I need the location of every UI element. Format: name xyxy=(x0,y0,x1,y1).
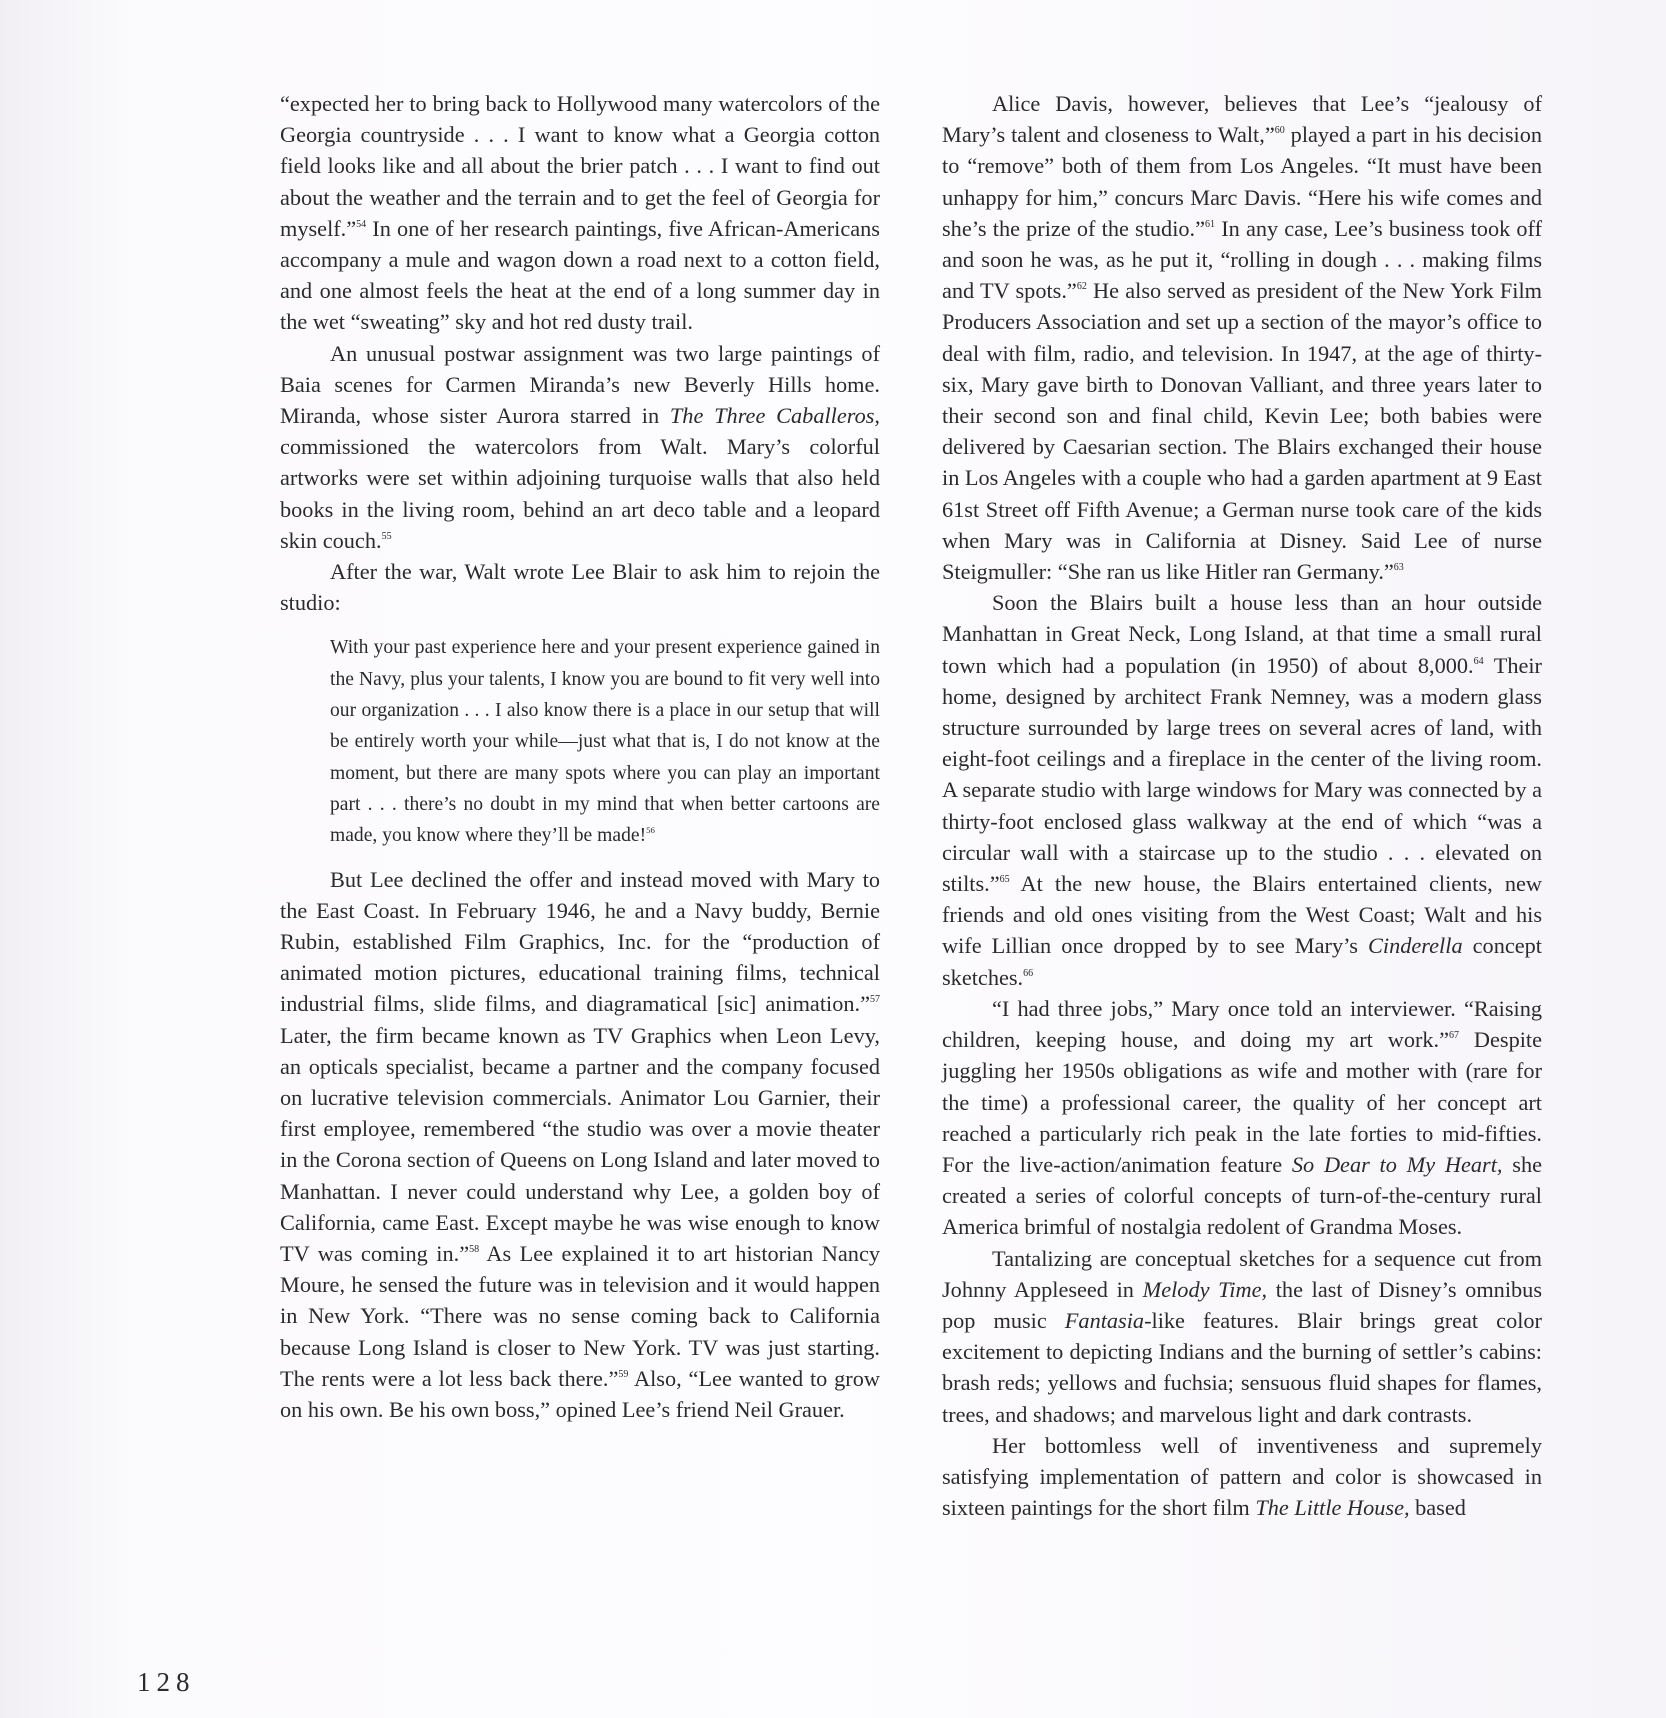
block-quote: With your past experience here and your present experience gained in the Navy, plus your talents, I know you are bound to fit very well into our organization . . . I also know there is a place in our setup that will be entirely worth your while—just what that is, I do not know at the moment, but there are many spots where you can play an important part . . . there’s no doubt in my mind that when better cartoons are made, you know where they’ll be made!$^{56}$ xyxy=(330,637,880,847)
right-column xyxy=(942,88,1542,1523)
footnote-ref: 55 xyxy=(381,530,392,542)
footnote-ref: 58 xyxy=(469,1243,480,1255)
footnote-ref: 63 xyxy=(1393,562,1404,574)
footnote-ref: 66 xyxy=(1023,967,1034,979)
footnote-ref: 65 xyxy=(999,874,1010,886)
footnote-ref: 67 xyxy=(1449,1030,1460,1042)
footnote-ref: 60 xyxy=(1274,125,1285,137)
paragraph: Alice Davis, however, believes that Lee’s “jealousy of Mary’s talent and closeness to Walt,”$^{60}$ played a part in his decision to “remove” both of them from Los Angeles. “It must have been unhappy for him,” concurs Marc Davis. “Here his wife comes and she’s the prize of the studio.”$^{61}$ In any case, Lee’s business took off and soon he was, as he put it, “rolling in dough . . . making films and TV spots.”$^{62}$ He also served as president of the New York Film Producers Association and set up a section of the mayor’s office to deal with film, radio, and television. In 1947, at the age of thirty-six, Mary gave birth to Donovan Valliant, and three years later to their second son and final child, Kevin Lee; both babies were delivered by Caesarian section. The Blairs exchanged their house in Los Angeles with a couple who had a garden apartment at 9 East 61st Street off Fifth Avenue; a German nurse took care of the kids when Mary was in California at Disney. Said Lee of nurse Steigmuller: “She ran us like Hitler ran Germany.”$^{63}$ xyxy=(942,91,1543,585)
paragraph: But Lee declined the offer and instead moved with Mary to the East Coast. In February 1946, he and a Navy buddy, Bernie Rubin, established Film Graphics, Inc. for the “production of animated motion pictures, educational training films, technical industrial films, slide films, and diagramatical [sic] animation.”$^{57}$ Later, the firm became known as TV Graphics when Leon Levy, an opticals specialist, became a partner and the company focused on lucrative television commercials. Animator Lou Garnier, their first employee, remembered “the studio was over a movie theater in the Corona section of Queens on Long Island and later moved to Manhattan. I never could understand why Lee, a golden boy of California, came East. Except maybe he was wise enough to know TV was coming in.”$^{58}$ As Lee explained it to art historian Nancy Moure, he sensed the future was in television and it would happen in New York. “There was no sense coming back to California because Long Island is closer to New York. TV was just starting. The rents were a lot less back there.”$^{59}$ Also, “Lee wanted to grow on his own. Be his own boss,” opined Lee’s friend Neil Grauer. xyxy=(280,866,880,1422)
paragraph: Her bottomless well of inventiveness and supremely satisfying implementation of pattern and color is showcased in sixteen paintings for the short film The Little House, based xyxy=(942,1432,1542,1521)
footnote-ref: 57 xyxy=(869,994,880,1006)
footnote-ref: 59 xyxy=(618,1368,629,1380)
footnote-ref: 61 xyxy=(1205,218,1216,230)
footnote-ref: 56 xyxy=(646,825,655,836)
paragraph: Tantalizing are conceptual sketches for a sequence cut from Johnny Appleseed in Melody Time, the last of Disney’s omnibus pop music Fantasia-like features. Blair brings great color excitement to depicting Indians and the burning of settler’s cabins: brash reds; yellows and fuchsia; sensuous fluid shapes for flames, trees, and shadows; and marvelous light and dark contrasts. xyxy=(942,1245,1542,1427)
footnote-ref: 62 xyxy=(1076,281,1087,293)
paragraph: An unusual postwar assignment was two large paintings of Baia scenes for Carmen Miranda’s new Beverly Hills home. Miranda, whose sister Aurora starred in The Three Caballeros, commissioned the watercolors from Walt. Mary’s colorful artworks were set within adjoining turquoise walls that also held books in the living room, behind an art deco table and a leopard skin couch.$^{55}$ xyxy=(280,340,881,553)
paragraph: Soon the Blairs built a house less than an hour outside Manhattan in Great Neck, Long Island, at that time a small rural town which had a population (in 1950) of about 8,000.64 Their home, designed by architect Frank Nemney, was a modern glass structure surrounded by large trees on several acres of land, with eight-foot ceilings and a fireplace in the center of the living room. A separate studio with large windows for Mary was connected by a thirty-foot enclosed glass walkway at the end of which “was a circular wall with a staircase up to the studio . . . elevated on stilts.”$^{65}$ At the new house, the Blairs entertained clients, new friends and old ones visiting from the West Coast; Walt and his wife Lillian once dropped by to see Mary’s Cinderella concept sketches.$^{66}$ xyxy=(942,590,1542,990)
footnote-ref: 54 xyxy=(356,218,367,230)
left-column xyxy=(280,88,880,1425)
footnote-ref: 64 xyxy=(1473,655,1484,667)
page-number: 128 xyxy=(137,1667,196,1697)
paragraph: “expected her to bring back to Hollywood many watercolors of the Georgia countryside . . . I want to know what a Georgia cotton field looks like and all about the brier patch . . . I want to find out about the weather and the terrain and to get the feel of Georgia for myself.”$^{54}$ In one of her research paintings, five African-Americans accompany a mule and wagon down a road next to a cotton field, and one almost feels the heat at the end of a long summer day in the wet “sweating” sky and hot red dusty trail. xyxy=(280,91,880,335)
paragraph: After the war, Walt wrote Lee Blair to ask him to rejoin the studio: xyxy=(280,559,880,616)
paragraph: “I had three jobs,” Mary once told an interviewer. “Raising children, keeping house, and doing my art work.”$^{67}$ Despite juggling her 1950s obligations as wife and mother with (rare for the time) a professional career, the quality of her concept art reached a particularly rich peak in the late forties to mid-fifties. For the live-action/animation feature So Dear to My Heart, she created a series of colorful concepts of turn-of-the-century rural America brimful of nostalgia redolent of Grandma Moses. xyxy=(942,995,1543,1240)
